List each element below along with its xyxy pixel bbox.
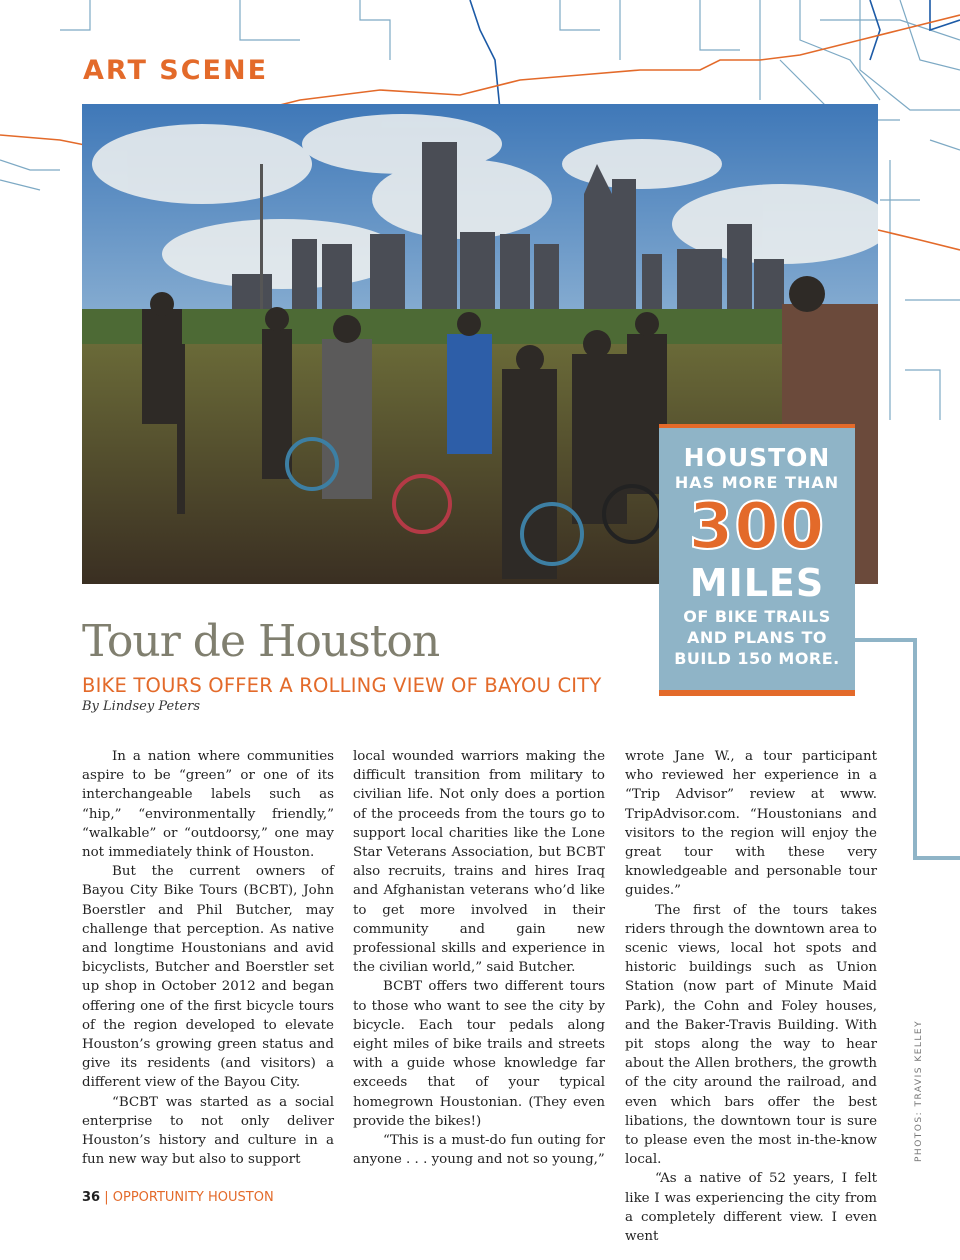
publication-name: OPPORTUNITY HOUSTON	[112, 1190, 274, 1205]
callout-top-rule	[659, 424, 855, 428]
callout-line-4: OF BIKE TRAILS AND PLANS TO BUILD 150 MORE.	[674, 607, 840, 668]
article-title: Tour de Houston	[82, 616, 440, 667]
paragraph: local wounded warriors making the difficult transition from military to civilian life. Not only does a portion of the proceeds from the tours go to support local charities like the Lone Star Veterans Association, but BCBT also recruits, trains and hires Iraq and Afghanistan veterans who’d like to get more involved in their community and gain new professional skills and experience in the civilian world,” said Butcher.	[353, 749, 605, 976]
article-byline: By Lindsey Peters	[82, 699, 201, 714]
paragraph: “BCBT was started as a social enterprise to not only deliver Houston’s history and culture in a fun new way but also to support	[82, 1094, 334, 1168]
callout-line-3: MILES	[689, 561, 825, 605]
callout-line-2: HAS MORE THAN	[674, 473, 840, 492]
callout-bottom-rule	[659, 690, 855, 696]
callout-line-1: HOUSTON	[683, 443, 831, 472]
article-column-1	[82, 747, 334, 1169]
paragraph: “This is a must-do fun outing for anyone . . . young and not so young,”	[353, 1133, 605, 1168]
paragraph: The first of the tours takes riders through the downtown area to scenic views, local hot spots and historic buildings such as Union Station (now part of Minute Maid Park), the Cohn and Foley houses, and the Baker-Travis Building. With pit stops along the way to hear about the Allen brothers, the growth of the city around the railroad, and even which bars offer the best libations, the downtown tour is sure to please even the most in-the-know local.	[625, 902, 877, 1168]
paragraph: But the current owners of Bayou City Bike Tours (BCBT), John Boerstler and Phil Butcher, may challenge that perception. As native and longtime Houstonians and avid bicyclists, Butcher and Boerstler set up shop in October 2012 and began offering one of the first bicycle tours of the region developed to elevate Houston’s growing green status and give its residents (and visitors) a different view of the Bayou City.	[82, 864, 334, 1091]
page-number: 36	[82, 1190, 101, 1205]
article-column-2	[353, 747, 605, 1169]
callout-number: 300	[688, 490, 826, 564]
photo-credit: PHOTOS: TRAVIS KELLEY	[914, 1019, 924, 1162]
paragraph: wrote Jane W., a tour participant who reviewed her experience in a “Trip Advisor” review at www. TripAdvisor.com. “Houstonians and visitors to the region will enjoy the great tour with these very knowledgeable and personable tour guides.”	[625, 749, 877, 899]
paragraph: In a nation where communities aspire to be “green” or one of its interchangeable labels such as “hip,” “environmentally friendly,” “walkable” or “outdoorsy,” one may not immediately think of Houston.	[82, 749, 334, 861]
article-subtitle: BIKE TOURS OFFER A ROLLING VIEW OF BAYOU CITY	[82, 674, 602, 697]
paragraph: BCBT offers two different tours to those who want to see the city by bicycle. Each tour pedals along eight miles of bike trails and streets with a guide whose knowledge far exceeds that of your typical homegrown Houstonian. (They even provide the bikes!)	[353, 979, 605, 1129]
stat-callout	[659, 424, 855, 696]
paragraph: “As a native of 52 years, I felt like I was experiencing the city from a completely different view. I even went	[625, 1171, 877, 1245]
section-label: ART SCENE	[83, 55, 269, 86]
page-footer	[82, 1190, 274, 1205]
article-column-3	[625, 747, 877, 1246]
footer-separator: |	[100, 1190, 113, 1205]
